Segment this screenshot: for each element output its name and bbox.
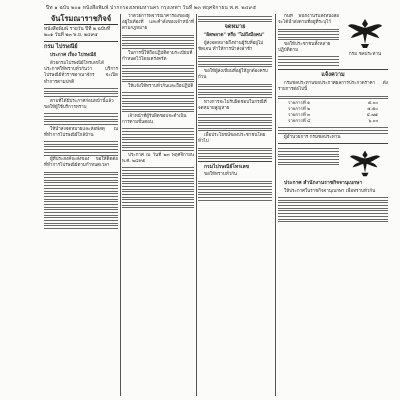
paragraph: ประกาศ ณ วันที่ ๒๓ พฤศจิกายน พ.ศ. ๒๔๙๕ [122,152,194,164]
emblem-caption: กรม ชลประทาน [348,52,382,57]
section-subtitle: "ผิดพลาด" หรือ "ไม่ถึงมือคน" [204,33,265,39]
paragraph: ตามที่ได้มีประกาศก่อนหน้านี้แล้ว ขอให้ผู้ใช้บริการทราบ [44,98,114,110]
column-4 [278,14,388,396]
divider [44,41,118,42]
paragraph: ให้แจ้งให้ทราบทั่วกันและถือปฏิบัติ [128,84,194,90]
column-2 [122,14,194,396]
paragraph: เจ้าหน้าที่ผู้รับผิดชอบจะดำเนินการตามขั้นตอน [122,113,187,126]
price-list [278,101,388,125]
list-item: รายการที่ ๔ ๖.๐๐ [288,119,378,125]
list-item: รายการที่ ๓ ๔.๗๕ [288,113,378,119]
paragraph: ให้นำส่งจดหมายและห่อพัสดุ ณ ที่ทำการไปรษณีย์ใกล้บ้าน [44,126,118,138]
page-header-line: ปีท ๑ ฉบับ ๒๐๑ หนังสือพิมพ์ ปากกรองเทพมหานคร กรุงเทพฯ วันที่ ๒๓ พฤศจิกายน พ.ศ. ๒๔๙๕ [46,5,257,11]
column-3 [198,14,272,396]
divider [278,69,388,70]
notice-title: แจ้งความ [321,72,345,79]
list-item: รายการที่ ๒ ๕.๕๐ [288,107,378,113]
divider [198,161,272,162]
paragraph: ขอให้ประชาชนทั้งหลายปฏิบัติตาม [278,41,331,54]
column-divider [196,14,197,396]
paragraph: ทางการจะไม่รับผิดชอบในกรณีที่จดหมายสูญหาย [198,99,267,111]
paragraph: ให้ประกาศในราชกิจจานุเบกษา เพื่อทราบทั่วกัน [284,188,376,194]
column-1 [44,14,118,396]
masthead-title: จันโรมณาราชกิจจ์ [44,14,118,25]
paragraph: ขอให้ผู้ส่งเขียนที่อยู่ให้ถูกต้องครบถ้วน [198,69,268,81]
garuda-emblem-icon [349,148,381,178]
paragraph: ผู้ที่ประสงค์จะส่งของ ขอให้ติดต่อที่ทำการไปรษณีย์ตามกำหนดเวลา [44,157,118,169]
section-title: กรม ไปรษณีย์ [44,44,78,50]
divider [278,143,388,144]
list-item: รายการที่ ๑ ๕.๐๐ [288,101,378,107]
paragraph: เพื่อประโยชน์ของประชาชนโดยทั่วไป [198,133,266,145]
notice-text: กรมชลประทานขอประกาศผลการประกวดราคา ดังรายการต่อไปนี้ [278,81,388,93]
column-divider [120,14,121,396]
second-notice-title: ประกาศ สำนักงานราชกิจจานุเบกษา [284,180,363,187]
section-title: จดหมาย [224,24,246,31]
section-subtitle: ประกาศ เรื่อง ไปรษณีย์ [50,53,97,58]
paragraph: ขอให้ทราบทั่วกัน [204,172,238,178]
paragraph: ผู้ส่งจดหมายถึงท่านผู้รับที่อยู่ไม่ชัดเจน ทำให้การนำส่งล่าช้า [198,41,264,53]
masthead-subline: หนังสือพิมพ์ รายวัน ปีที่ ๒ ฉบับที่ ๒๐๑ วันที่ ๒๓ พ.ย. ๒๔๙๕ [44,27,111,38]
column-divider [275,14,276,396]
notice-footer: ผู้อำนวยการ กรมชลประทาน [284,135,341,141]
section-footer-title: กรมไปรษณีย์โทรเลข [204,163,250,170]
paragraph: กันที่ พนักงานรับส่งหนังสือ จะได้นำส่งตามที่อยู่ที่ระบุไว้ [278,14,339,26]
paragraph: ว่าด้วยการพิจารณาคำร้องของผู้อยู่ในท้องที่ และคำสั่งของเจ้าหน้าที่ตามกฎหมาย [122,14,194,32]
paragraph: ด้วยกรมไปรษณีย์โทรเลขได้ประกาศให้ทราบทั่วกันว่า บริการไปรษณีย์ทั่วราชอาณาจักร จะเปิดทำการตามปกติ [44,61,118,85]
garuda-emblem-icon [347,16,383,50]
paragraph: ในการนี้ให้ถือปฏิบัติตามระเบียบที่กำหนดไว้โดยเคร่งครัด [122,50,193,63]
